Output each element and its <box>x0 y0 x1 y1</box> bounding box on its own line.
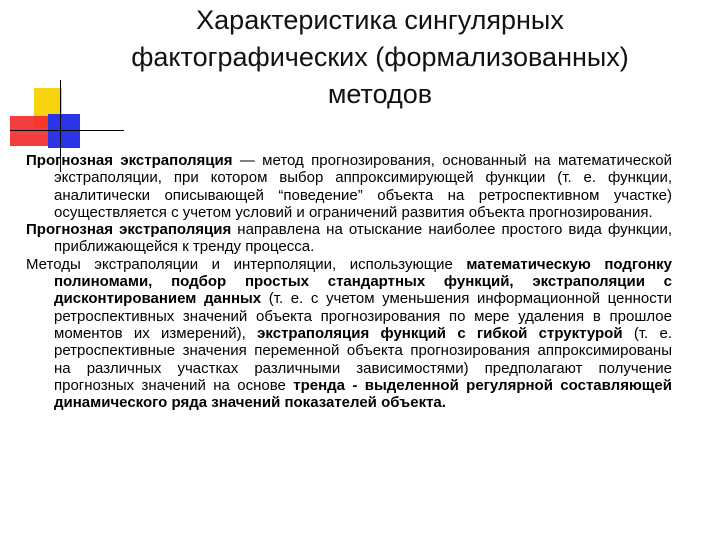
paragraph-purpose <box>26 221 672 256</box>
methods-bold-2: экстраполяция функций с гибкой структурой <box>257 324 623 342</box>
slide-title <box>60 2 700 113</box>
title-line-2: фактографических (формализованных) <box>131 42 629 72</box>
paragraph-text: Методы экстраполяции и интерполяции, использующие <box>26 255 467 273</box>
term-bold: Прогнозная экстраполяция <box>26 221 232 239</box>
decor-red-square <box>10 116 48 146</box>
title-line-3: методов <box>327 79 433 109</box>
paragraph-methods <box>26 256 672 412</box>
paragraph-text: (т. е. ретроспективные значения переменной объекта прогнозирования аппроксимированы на различных участках различными зависимостями) предполагают получение прогнозных значений на основе <box>54 324 673 394</box>
decor-blue-square <box>48 114 80 148</box>
methods-bold-1: математическую подгонку полиномами, подбор простых стандартных функций, экстраполяции с дисконтированием данных <box>54 255 673 308</box>
title-line-1: Характеристика сингулярных <box>196 5 564 35</box>
term-bold: Прогнозная экстраполяция <box>26 152 233 169</box>
methods-bold-3: тренда - выделенной регулярной составляющей динамического ряда значений показателей объекта. <box>54 376 672 412</box>
paragraph-definition <box>26 152 672 221</box>
paragraph-text: — метод прогнозирования, основанный на математической экстраполяции, при котором выбор аппроксимирующей функции (т. е. функции, аналитически описывающей “поведение” объекта на ретроспективном участке) осуществляется с учетом условий и ограничений развития объекта прогнозирования. <box>54 152 672 221</box>
decor-horizontal-line <box>10 130 124 131</box>
slide-body <box>26 152 672 411</box>
paragraph-text: направлена на отыскание наиболее простого вида функции, приближающейся к тренду процесса. <box>54 221 672 256</box>
paragraph-text: (т. е. с учетом уменьшения информационной ценности ретроспективных значений объекта прогнозирования по мере удаления в прошлое моментов их измерений), <box>54 290 672 342</box>
